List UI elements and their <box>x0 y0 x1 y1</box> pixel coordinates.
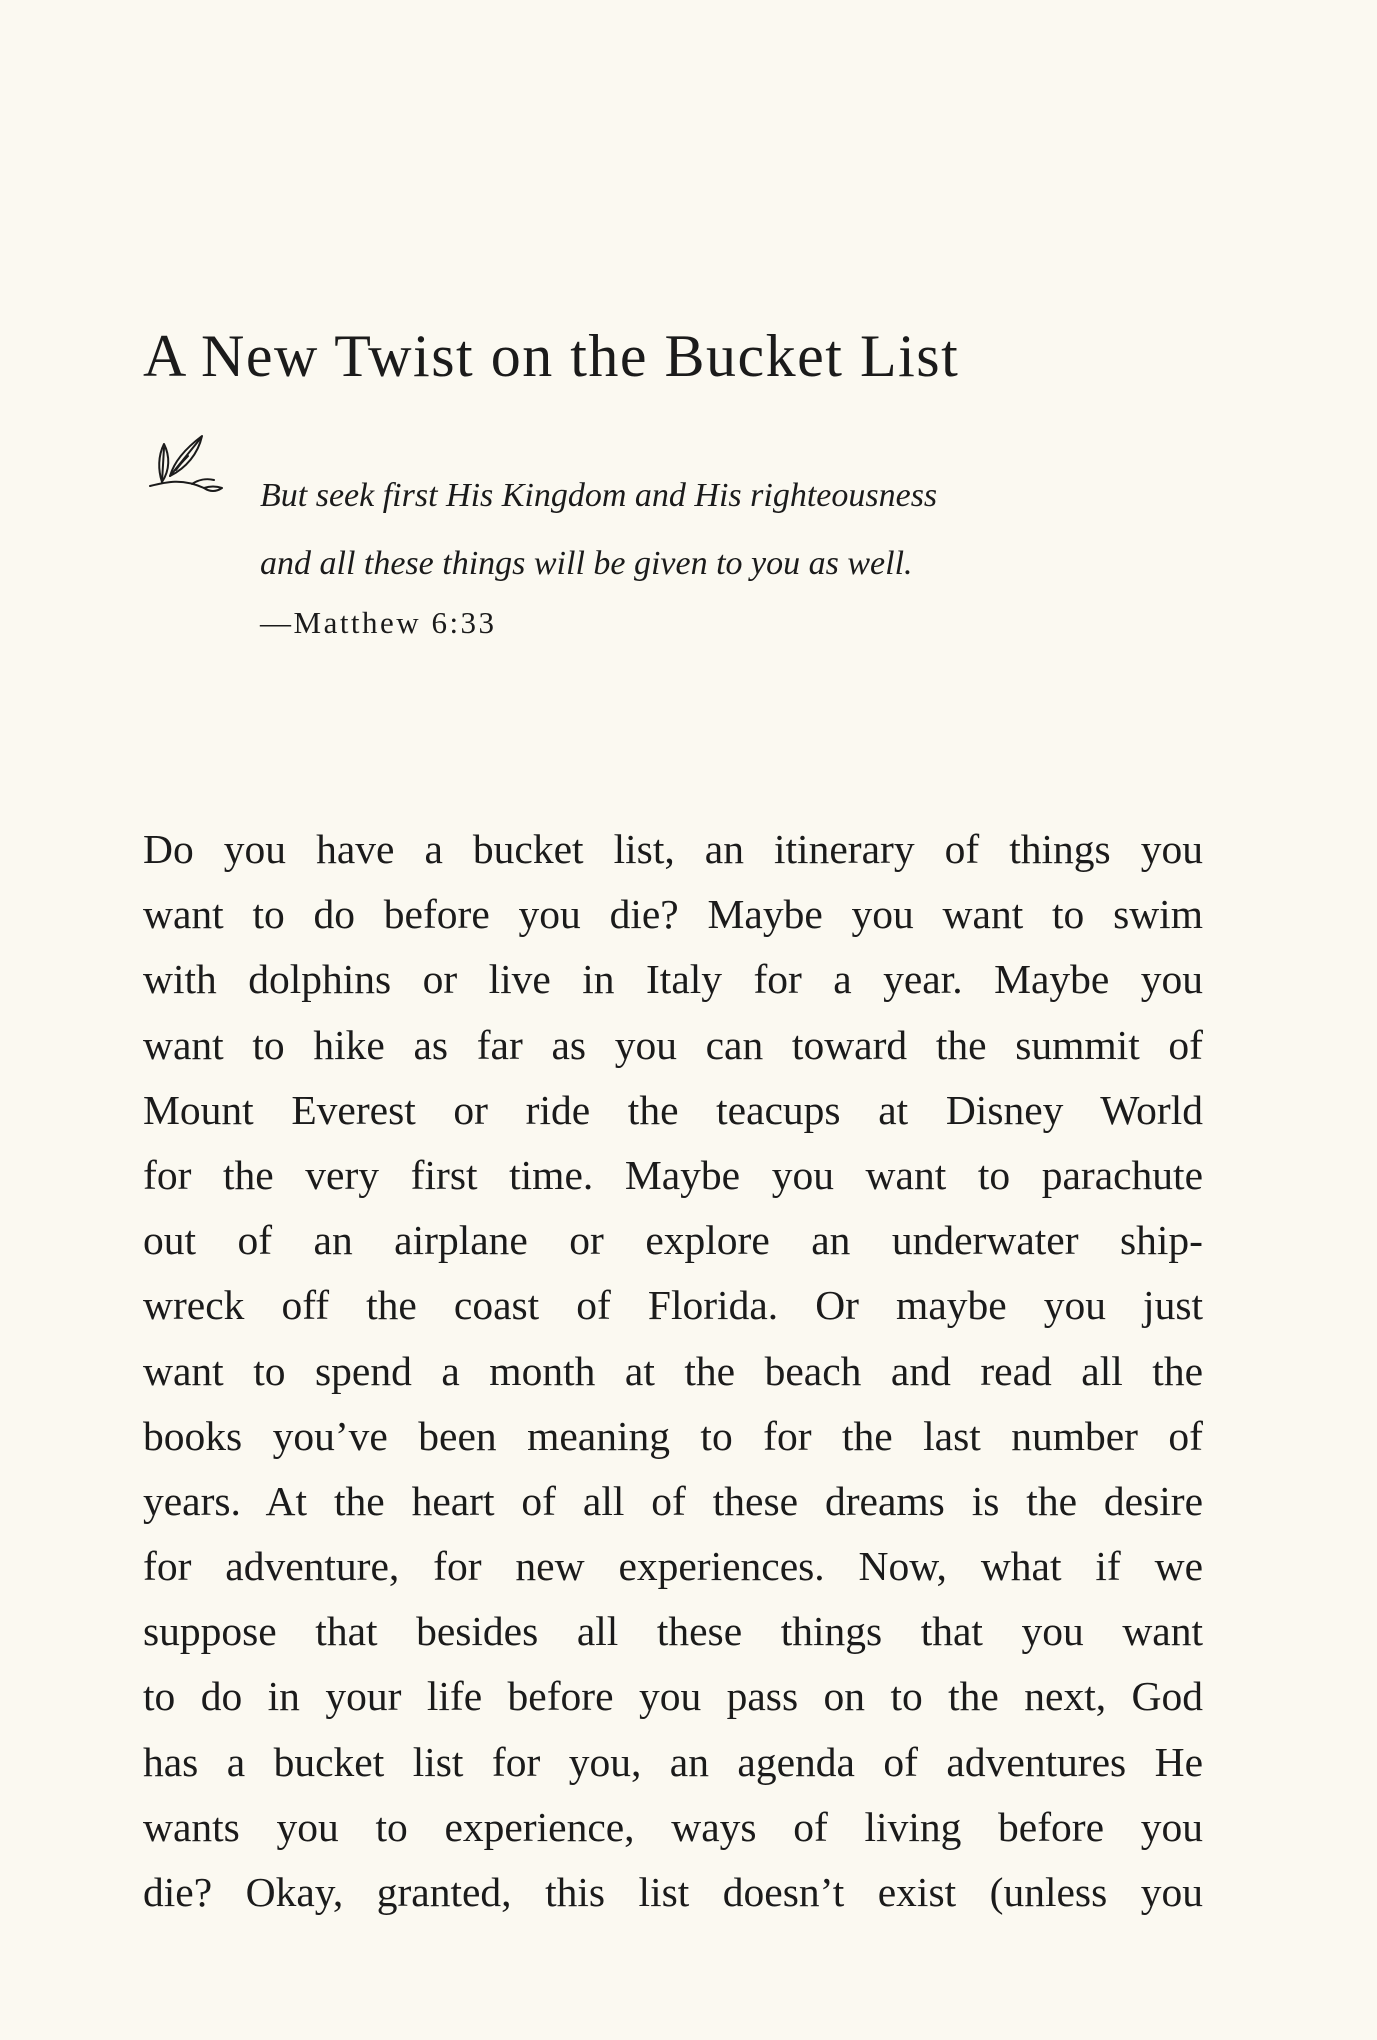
body-line: Mount Everest or ride the teacups at Disney World <box>143 1086 1203 1133</box>
body-line: has a bucket list for you, an agenda of adventures He <box>143 1738 1203 1785</box>
epigraph-line: and all these things will be given to you as well. <box>260 545 913 582</box>
body-line: books you’ve been meaning to for the last number of <box>143 1412 1203 1459</box>
body-line: for adventure, for new experiences. Now, what if we <box>143 1543 1203 1590</box>
body-line: die? Okay, granted, this list doesn’t exist (unless you <box>143 1869 1203 1915</box>
epigraph-quote <box>260 462 1160 598</box>
body-line: Do you have a bucket list, an itinerary of things you <box>143 826 1203 872</box>
body-line: out of an airplane or explore an underwater ship- <box>143 1217 1203 1264</box>
body-line: for the very first time. Maybe you want to parachute <box>143 1151 1203 1198</box>
body-line: suppose that besides all these things that you want <box>143 1608 1203 1655</box>
epigraph-line: But seek first His Kingdom and His righteousness <box>260 477 938 514</box>
body-line: want to do before you die? Maybe you want to swim <box>143 891 1203 938</box>
leaf-sprig-icon <box>146 430 226 500</box>
chapter-title: A New Twist on the Bucket List <box>143 323 960 389</box>
body-line: want to hike as far as you can toward the summit of <box>143 1021 1203 1068</box>
body-line: with dolphins or live in Italy for a year. Maybe you <box>143 956 1203 1003</box>
body-line: want to spend a month at the beach and read all the <box>143 1347 1203 1394</box>
body-paragraph <box>143 817 1203 1925</box>
body-line: years. At the heart of all of these dreams is the desire <box>143 1477 1203 1524</box>
body-line: wreck off the coast of Florida. Or maybe you just <box>143 1282 1203 1329</box>
body-line: wants you to experience, ways of living before you <box>143 1803 1203 1850</box>
epigraph-citation: —Matthew 6:33 <box>260 605 497 640</box>
body-line: to do in your life before you pass on to the next, God <box>143 1673 1203 1720</box>
